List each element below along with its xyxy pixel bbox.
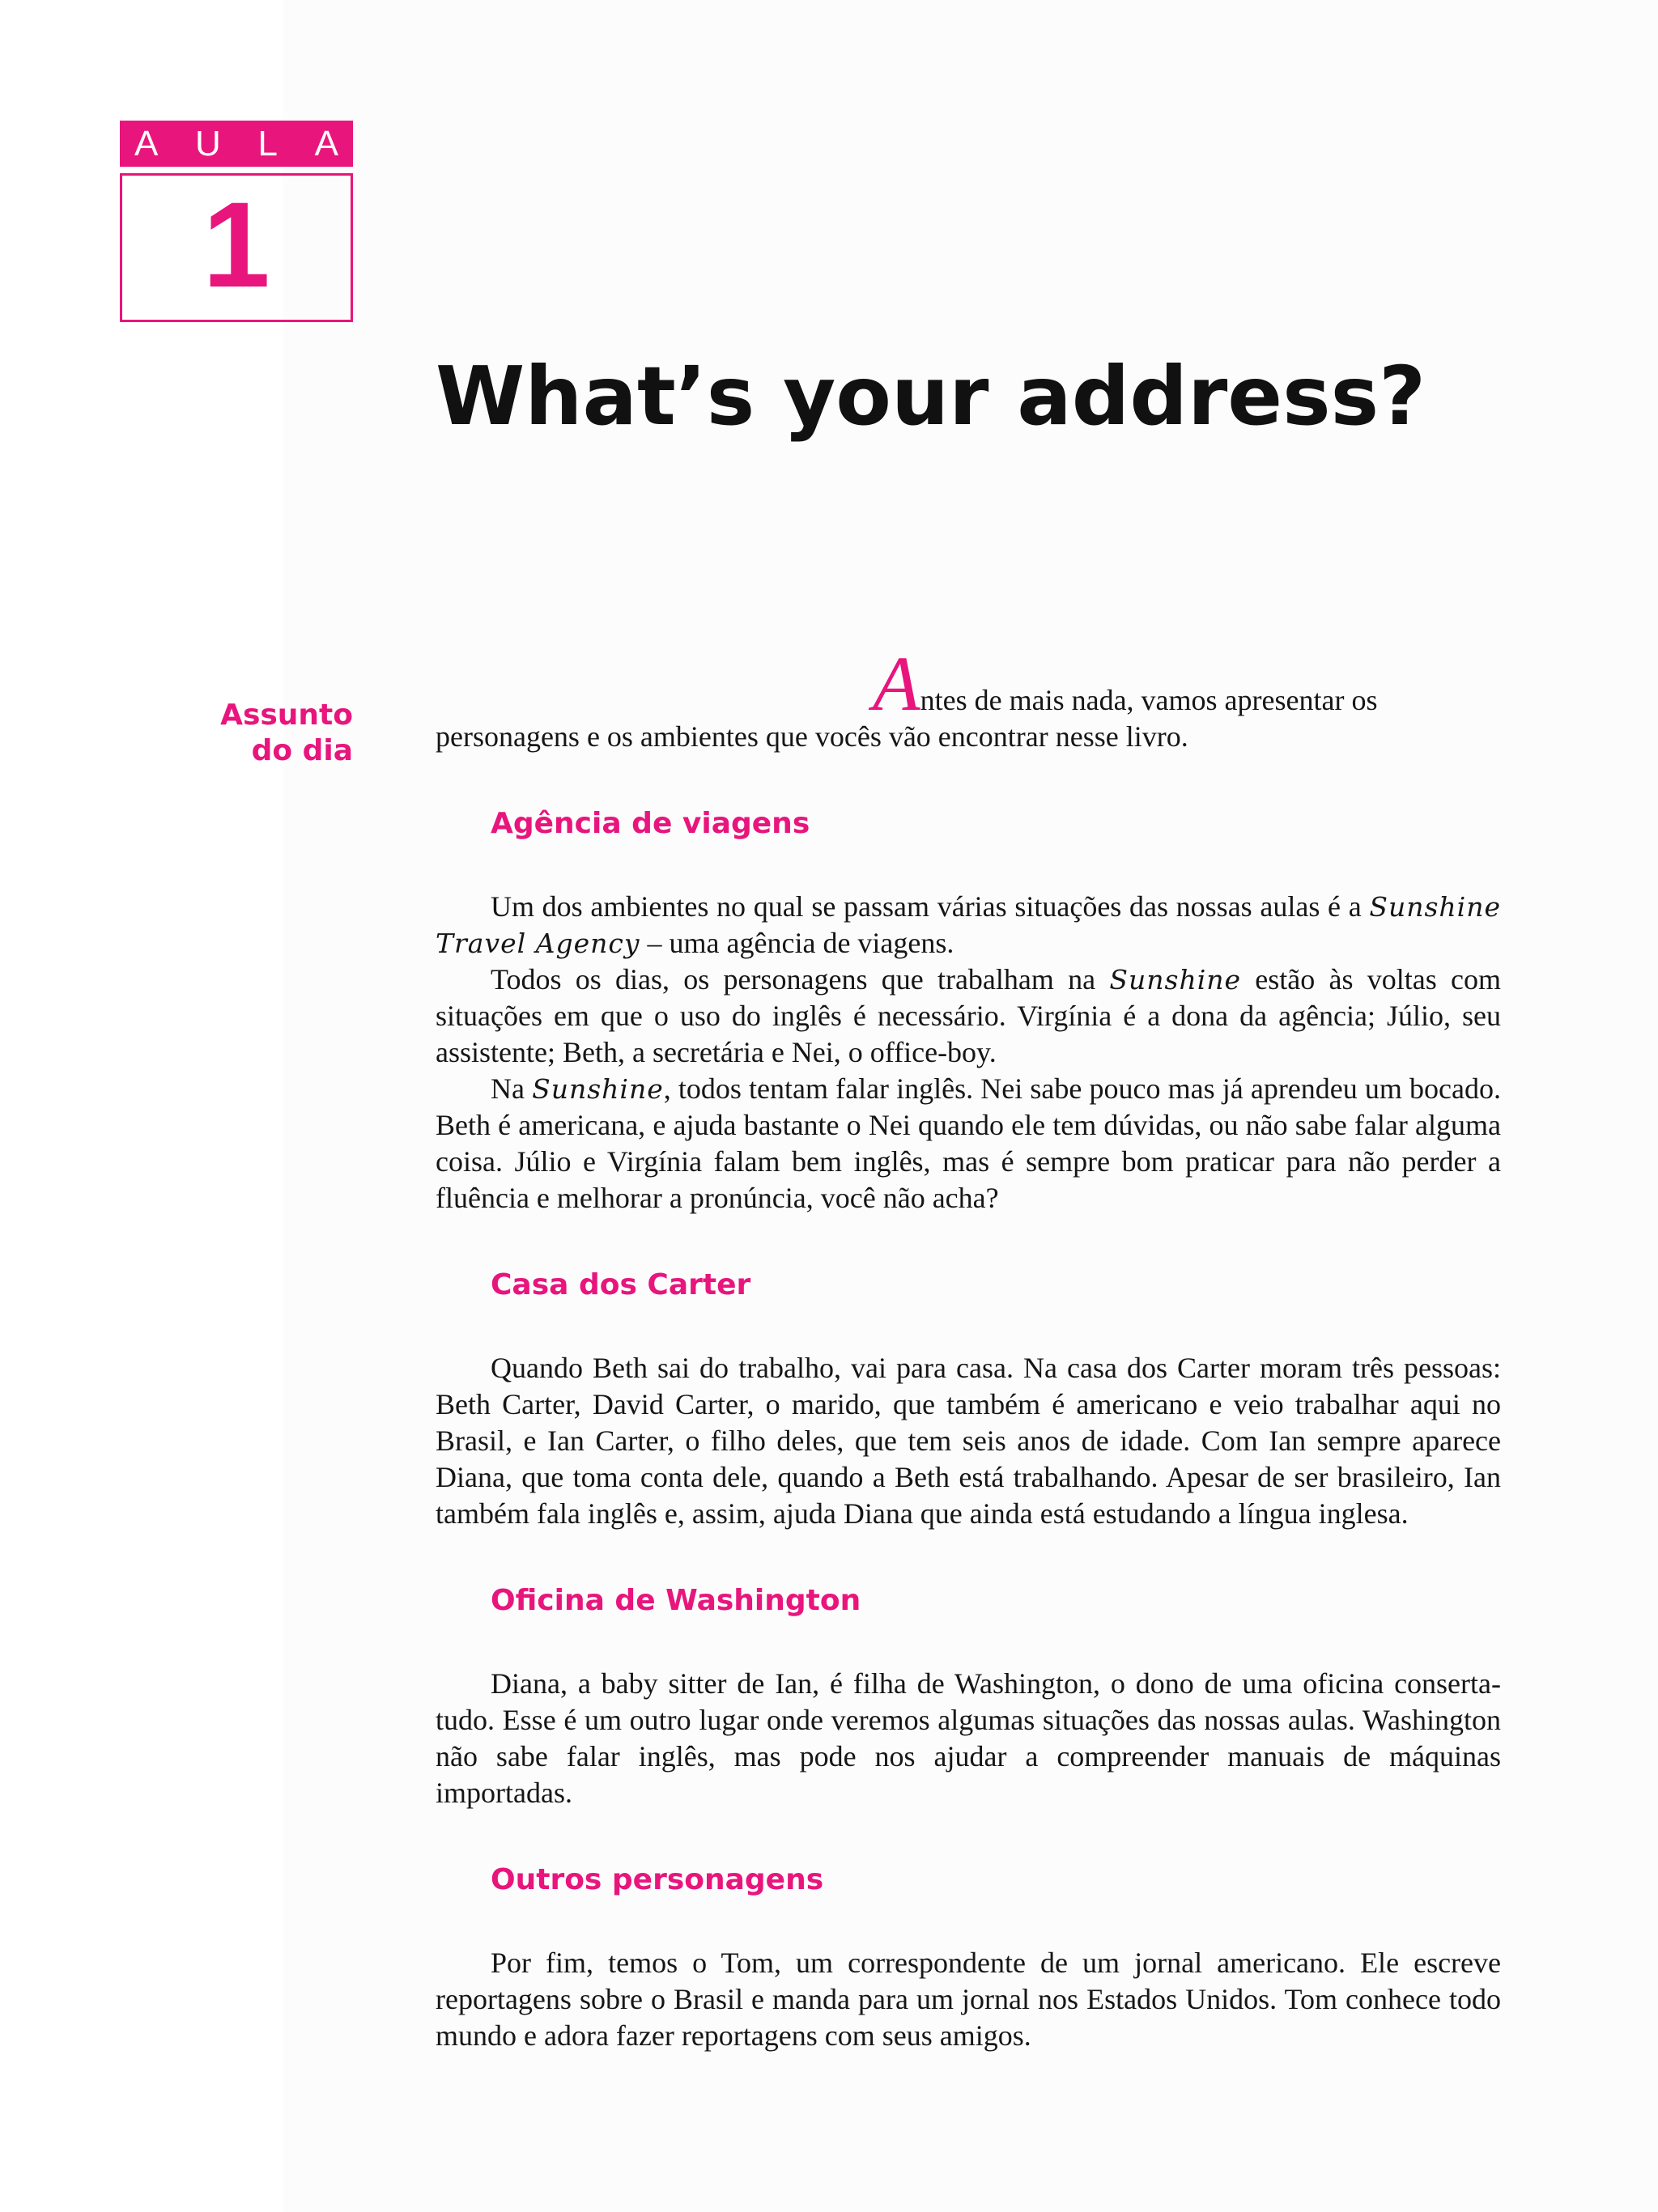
intro-first-line: [436, 640, 1501, 727]
topic-label-line: Assunto: [220, 698, 353, 732]
section-heading-outros: Outros personagens: [491, 1863, 824, 1896]
lesson-number: 1: [202, 176, 270, 312]
lesson-label-letter: L: [257, 124, 278, 163]
paragraph-text: , todos tentam falar inglês. Nei sabe pouco mas já aprendeu um bocado. Beth é americana, e ajuda bastante o Nei quando ele tem dúvidas, ou não sabe falar alguma coisa. Júlio e Virgínia falam bem inglês, mas é sempre bom praticar para não perder a fluência e melhorar a pronúncia, você não acha?: [436, 1072, 1501, 1214]
drop-cap: A: [873, 640, 920, 727]
intro-first-line-text: ntes de mais nada, vamos apresentar os: [920, 684, 1378, 716]
paragraph-text: – uma agência de viagens.: [640, 927, 954, 959]
paragraph-text: Um dos ambientes no qual se passam várias situações das nossas aulas é a: [491, 890, 1370, 923]
lesson-label-letter: A: [314, 124, 338, 163]
paragraph: [436, 1071, 1501, 1216]
page-title: What’s your address?: [436, 349, 1426, 444]
section-heading-casa: Casa dos Carter: [491, 1268, 751, 1301]
topic-label-line: do dia: [251, 733, 353, 767]
paragraph: [436, 962, 1501, 1071]
paragraph-text: Na: [491, 1072, 533, 1105]
paragraph-text: Todos os dias, os personagens que trabalham na: [491, 963, 1110, 996]
main-content: [436, 640, 1501, 2054]
intro-second-line: personagens e os ambientes que vocês vão encontrar nesse livro.: [436, 720, 1188, 753]
topic-label: [146, 698, 353, 769]
paragraph: [436, 889, 1501, 962]
lesson-label-letter: A: [134, 124, 159, 163]
lesson-label: [120, 121, 353, 167]
section-heading-oficina: Oficina de Washington: [491, 1584, 861, 1617]
paragraph: Por fim, temos o Tom, um correspondente de um jornal americano. Ele escreve reportagens sobre o Brasil e manda para um jornal nos Estados Unidos. Tom conhece todo mundo e adora fazer reportagens com seus amigos.: [436, 1947, 1501, 2052]
paragraph: Quando Beth sai do trabalho, vai para casa. Na casa dos Carter moram três pessoas: Beth Carter, David Carter, o marido, que também é americano e veio trabalhar aqui no Brasil, e Ian Carter, o filho deles, que tem seis anos de idade. Com Ian sempre aparece Diana, que toma conta dele, quando a Beth está trabalhando. Apesar de ser brasileiro, Ian também fala inglês e, assim, ajuda Diana que ainda está estudando a língua inglesa.: [436, 1352, 1501, 1530]
italic-term: Sunshine Travel Agency: [436, 891, 1501, 959]
italic-term: Sunshine: [1109, 964, 1242, 996]
lesson-number-box: [120, 173, 353, 322]
paragraph-text: estão às voltas com situações em que o uso do inglês é necessário. Virgínia é a dona da agência; Júlio, seu assistente; Beth, a secretária e Nei, o office-boy.: [436, 963, 1501, 1068]
italic-term: Sunshine: [532, 1073, 664, 1105]
paragraph: Diana, a baby sitter de Ian, é filha de Washington, o dono de uma oficina conserta-tudo. Esse é um outro lugar onde veremos algumas situações das nossas aulas. Washington não sabe falar inglês, mas pode nos ajudar a compreender manuais de máquinas importadas.: [436, 1667, 1501, 1809]
intro-paragraph: [436, 640, 1501, 755]
lesson-label-letter: U: [195, 124, 221, 163]
section-heading-agencia: Agência de viagens: [491, 807, 810, 840]
